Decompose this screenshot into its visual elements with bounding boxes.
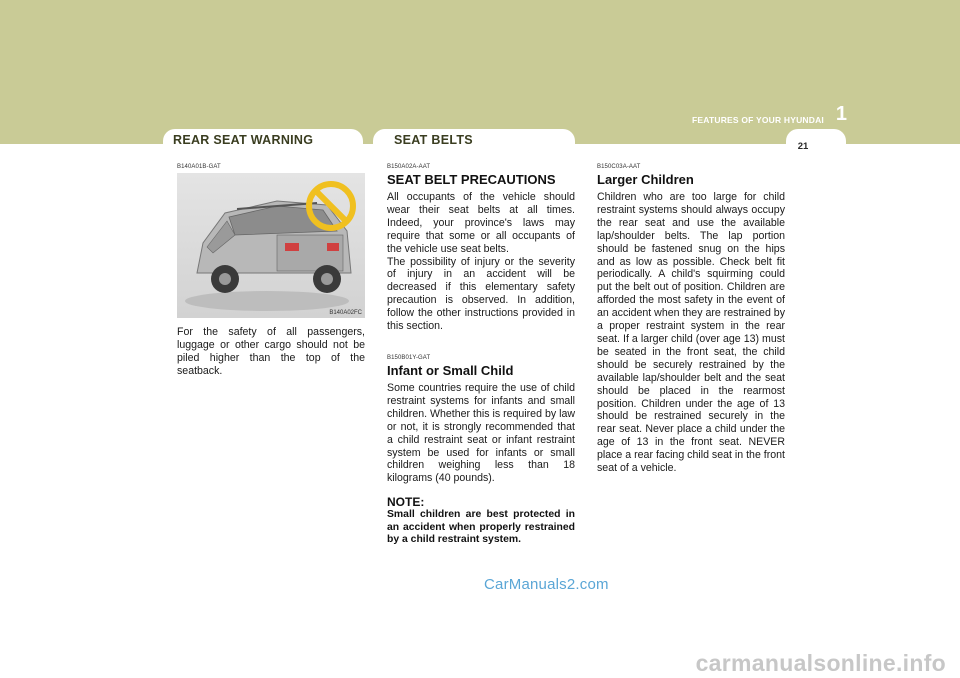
larger-children-heading: Larger Children [597, 172, 694, 187]
section-code: B150B01Y-GAT [387, 354, 431, 361]
page-number: 21 [797, 141, 809, 152]
seat-belt-precautions-text-1: All occupants of the vehicle should wear their seat belts at all times. Indeed, your province's laws may require that some or all occupants of the vehicle use seat belts. [387, 191, 575, 255]
vehicle-cargo-figure [177, 173, 365, 318]
figure-code: B140A02FC [329, 310, 362, 316]
tab-label-seat-belts: SEAT BELTS [394, 133, 473, 147]
column-larger-children [597, 164, 785, 475]
column-seat-belt-precautions [387, 164, 575, 547]
footer-watermark: carmanualsonline.info [695, 650, 946, 676]
note-text: Small children are best protected in an accident when properly restrained by a child restraint system. [387, 509, 575, 546]
chapter-number: 1 [835, 103, 847, 125]
infant-small-child-text: Some countries require the use of child restraint systems for infants and small children. Whether this is required by law or not, it is strongly recommended that a child restraint seat or infant restraint system be used for infants or small children weighing less than 18 kilograms (40 pounds). [387, 381, 575, 485]
infant-small-child-heading: Infant or Small Child [387, 362, 514, 378]
site-watermark-link[interactable]: CarManuals2.com [484, 576, 609, 593]
section-code: B150A02A-AAT [387, 164, 431, 170]
chapter-title: FEATURES OF YOUR HYUNDAI [692, 115, 824, 125]
note-title: NOTE: [387, 495, 425, 510]
larger-children-text: Children who are too large for child restraint systems should always occupy the rear seat and use the available lap/shoulder belts. The lap portion should be fastened snug on the hips and as low as possible. Check belt fit periodically. A child's squirming could put the belt out of position. Children are afforded the most safety in the event of an accident when they are restrained by a proper restraint system in the rear seat. If a larger child (over age 13) must be seated in the front seat, the child should be securely restrained by the available lap/shoulder belt and the seat should be placed in the rearmost position. Children under the age of 13 should be restrained securely in the rear seat. Never place a child under the age of 13 in the front seat. NEVER place a rear facing child seat in the front seat of a vehicle. [597, 191, 785, 475]
seat-belt-precautions-text-2: The possibility of injury or the severity of injury in an accident will be decreased if this elementary safety precaution is observed. In addition, follow the other instructions provided in this section. [387, 255, 575, 333]
tab-label-rear-seat-warning: REAR SEAT WARNING [173, 133, 314, 147]
no-symbol-icon [305, 180, 357, 232]
column-rear-seat-warning [177, 164, 365, 378]
seat-belt-precautions-heading: SEAT BELT PRECAUTIONS [387, 172, 556, 187]
rear-seat-warning-text: For the safety of all passengers, luggage or other cargo should not be piled higher than the top of the seatback. [177, 326, 365, 377]
section-code: B150C03A-AAT [597, 164, 641, 170]
section-code: B140A01B-GAT [177, 164, 221, 170]
